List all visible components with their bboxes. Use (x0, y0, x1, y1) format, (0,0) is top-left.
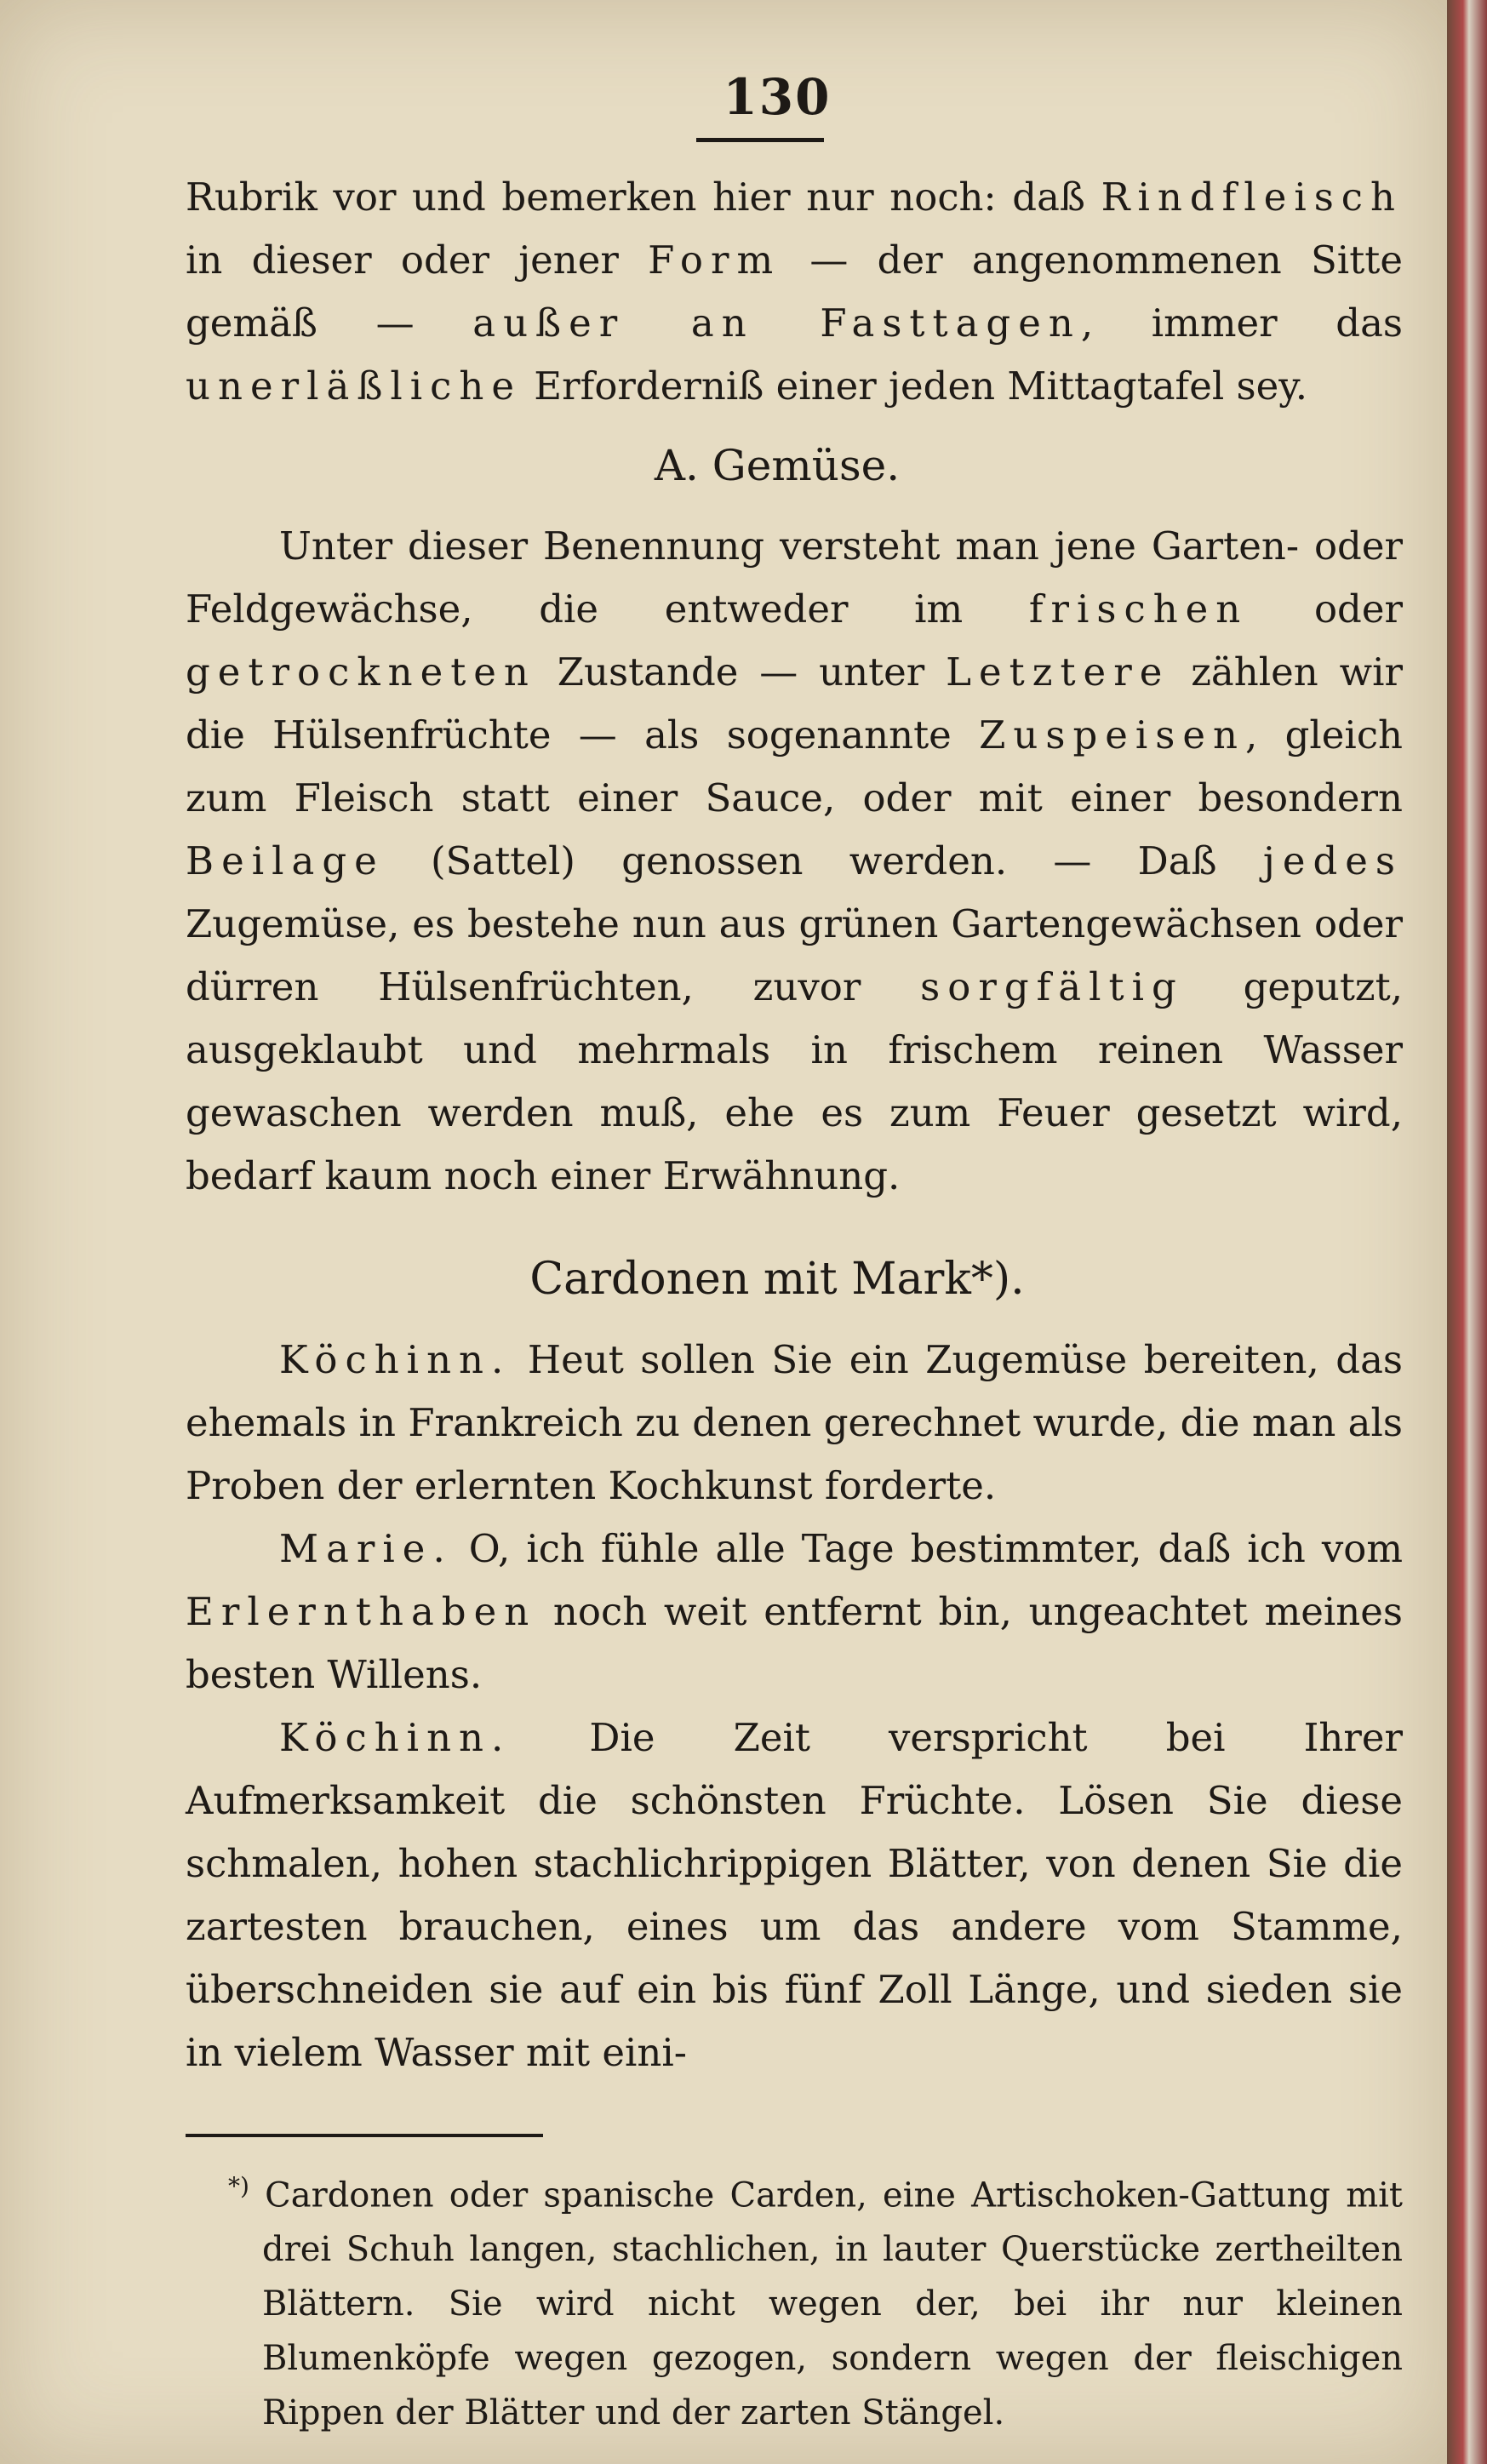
gemuese-emphasis-4: Zuspeisen (979, 712, 1245, 757)
dialogue-emphasis: Erlernthaben (186, 1589, 537, 1634)
gemuese-emphasis-1: frischen (1028, 586, 1249, 632)
page-number-rule (696, 138, 824, 142)
intro-text-5: Erforderniß einer jeden Mittagtafel sey. (522, 363, 1308, 409)
dialogue-text: Heut sollen Sie ein Zugemüse bereiten, das ehemals in Frankreich zu denen gerechnet wurde, die man als Proben der erlernten Kochkunst forderte. (186, 1337, 1403, 1508)
gemuese-emphasis-7: sorgfältig (920, 964, 1184, 1009)
gemuese-text-7: Zugemüse, es bestehe nun aus grünen Gartengewächsen oder dürren Hülsenfrüchten, zuvor (186, 901, 1403, 1009)
speaker-name: Köchinn. (279, 1337, 512, 1382)
dialogue-text: Die Zeit verspricht bei Ihrer Aufmerksamkeit die schönsten Früchte. Lösen Sie diese schmalen, hohen stachlichrippigen Blätter, von denen Sie die zartesten brauchen, eines um das andere vom Stamme, überschneiden sie auf ein bis fünf Zoll Länge, und sieden sie in vielem Wasser mit eini- (186, 1715, 1403, 2075)
dialogue-koechinn-1 (186, 1329, 1403, 1518)
gemuese-emphasis-5: Beilage (186, 838, 385, 883)
page-content (186, 68, 1403, 2440)
intro-text-1: Rubrik vor und bemerken hier nur noch: daß (186, 174, 1101, 220)
book-edge (1447, 0, 1487, 2464)
dialogue-text-2: noch weit entfernt bin, ungeachtet meines besten Willens. (186, 1589, 1403, 1697)
footnote (186, 2159, 1403, 2440)
speaker-name: Marie. (279, 1526, 453, 1571)
gemuese-text-8: geputzt, ausgeklaubt und mehrmals in frischem reinen Wasser gewaschen werden muß, ehe es zum Feuer gesetzt wird, bedarf kaum noch einer Erwähnung. (186, 964, 1403, 1198)
gemuese-emphasis-3: Letztere (946, 649, 1170, 695)
speaker-name: Köchinn. (279, 1715, 512, 1760)
intro-text-2: in dieser oder jener (186, 237, 649, 283)
intro-paragraph (186, 166, 1403, 418)
recipe-heading: Cardonen mit Mark*). (529, 1254, 1025, 1305)
gemuese-paragraph (186, 515, 1403, 1208)
gemuese-text-4: zählen wir die Hülsenfrüchte — als sogenannte (186, 649, 1403, 757)
gemuese-text-2: oder (1248, 586, 1403, 632)
dialogue-koechinn-2 (186, 1707, 1403, 2084)
dialogue-text-1: O, ich fühle alle Tage bestimmter, daß ich vom (452, 1526, 1403, 1571)
gemuese-emphasis-6: jedes (1262, 838, 1403, 883)
gemuese-text-5: , gleich zum Fleisch statt einer Sauce, oder mit einer besondern (186, 712, 1404, 820)
footnote-rule (186, 2134, 543, 2137)
intro-emphasis-2: Form (648, 237, 781, 283)
intro-text-3: — der angenommenen Sitte gemäß — (186, 237, 1403, 346)
page-number: 130 (723, 68, 832, 126)
intro-emphasis-3: außer an Fasttagen (472, 300, 1081, 346)
section-heading: A. Gemüse. (654, 441, 901, 490)
intro-text-4: , immer das (1080, 300, 1403, 346)
dialogue-marie (186, 1518, 1403, 1707)
intro-emphasis-1: Rindfleisch (1101, 174, 1403, 220)
footnote-marker: *) (228, 2172, 249, 2200)
gemuese-text-6: (Sattel) genossen werden. — Daß (384, 838, 1263, 883)
intro-emphasis-4: unerläßliche (186, 363, 522, 409)
footnote-text: Cardonen oder spanische Carden, eine Artischoken-Gattung mit drei Schuh langen, stachlichen, in lauter Querstücke zertheilten Blättern. Sie wird nicht wegen der, bei ihr nur kleinen Blumenköpfe wegen gezogen, sondern wegen der fleischigen Rippen der Blätter und der zarten Stängel. (249, 2175, 1403, 2433)
gemuese-emphasis-2: getrockneten (186, 649, 536, 695)
gemuese-text-3: Zustande — unter (535, 649, 947, 695)
gemuese-text-1: Unter dieser Benennung versteht man jene Garten- oder Feldgewächse, die entweder im (186, 523, 1403, 632)
